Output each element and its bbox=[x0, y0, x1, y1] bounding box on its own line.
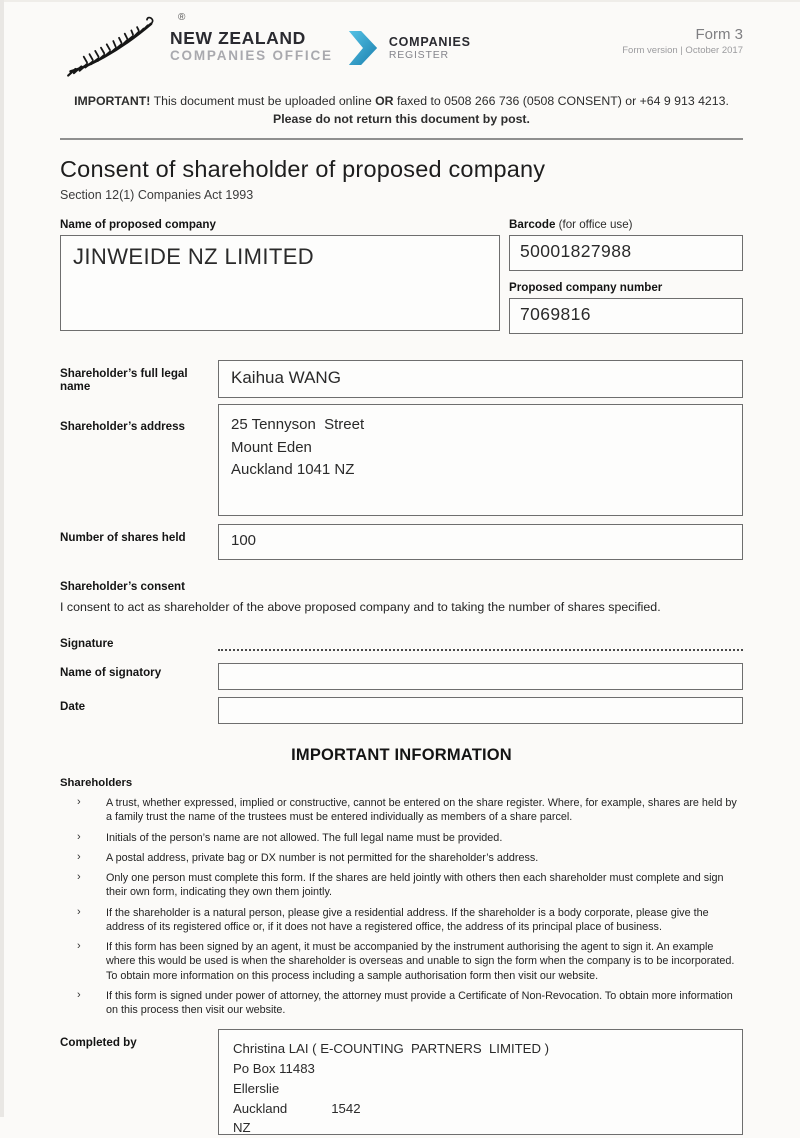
completed-by-line: Po Box 11483 bbox=[233, 1061, 315, 1077]
notice-important-word: IMPORTANT! bbox=[74, 94, 151, 108]
barcode-field[interactable] bbox=[509, 235, 743, 271]
shares-held-value: 100 bbox=[231, 532, 257, 549]
shareholder-name-row bbox=[60, 360, 743, 398]
bullet-text: If the shareholder is a natural person, please give a residential address. If the shareholder is a body corporate, please give the address of its registered office or, if it does not have a registered office, the address of its principal place of business. bbox=[106, 906, 709, 933]
bullet-text: Initials of the person’s name are not allowed. The full legal name must be provided. bbox=[106, 831, 503, 844]
logo-brand-line1: NEW ZEALAND bbox=[170, 27, 306, 48]
form-meta bbox=[622, 14, 743, 56]
shares-held-field[interactable] bbox=[218, 524, 743, 560]
consent-text: I consent to act as shareholder of the above proposed company and to taking the number of shares specified. bbox=[60, 600, 661, 614]
header bbox=[60, 14, 743, 78]
silver-fern-icon bbox=[60, 14, 160, 78]
list-item bbox=[60, 831, 743, 845]
notice-or-word: OR bbox=[375, 94, 394, 108]
bullet-icon: › bbox=[77, 905, 81, 918]
logo-brand-line2: COMPANIES OFFICE bbox=[170, 48, 333, 64]
barcode-label-main: Barcode bbox=[509, 218, 556, 231]
bullet-text: If this form is signed under power of attorney, the attorney must provide a Certificate of Non-Revocation. To obtain more information on this process then visit our website. bbox=[106, 989, 733, 1016]
completed-by-line: Christina LAI ( E-COUNTING PARTNERS LIMITED ) bbox=[233, 1041, 550, 1057]
bullet-text: Only one person must complete this form. If the shares are held jointly with others then each shareholder must complete and sign their own form, indicating they own them jointly. bbox=[106, 872, 724, 899]
bullet-icon: › bbox=[77, 850, 81, 863]
proposed-number-value: 7069816 bbox=[520, 304, 591, 324]
barcode-label bbox=[509, 218, 743, 231]
logo-register-line1: COMPANIES bbox=[388, 34, 471, 49]
shareholder-name-value: Kaihua WANG bbox=[231, 368, 341, 387]
shareholder-name-label: Shareholder’s full legal name bbox=[60, 367, 188, 393]
important-notice bbox=[60, 94, 743, 126]
form-number: Form 3 bbox=[695, 26, 743, 43]
signature-row bbox=[60, 634, 743, 656]
company-name-column bbox=[60, 218, 500, 334]
shares-held-row bbox=[60, 524, 743, 560]
notice-segment1: This document must be uploaded online bbox=[150, 94, 376, 108]
proposed-number-field[interactable] bbox=[509, 298, 743, 334]
completed-by-line: NZ bbox=[233, 1120, 251, 1136]
list-item bbox=[60, 871, 743, 900]
important-information-list bbox=[60, 796, 743, 1017]
chevron-icon bbox=[347, 29, 379, 67]
logo-register-line2: REGISTER bbox=[388, 49, 449, 62]
signatory-name-label: Name of signatory bbox=[60, 666, 162, 679]
nz-companies-office-logo bbox=[60, 14, 471, 78]
barcode-label-suffix: (for office use) bbox=[555, 218, 633, 231]
logo-brand-text bbox=[170, 29, 333, 64]
notice-line1 bbox=[60, 94, 743, 108]
completed-by-line: Auckland 1542 bbox=[233, 1100, 361, 1116]
company-name-label: Name of proposed company bbox=[60, 218, 216, 231]
address-line: Auckland 1041 NZ bbox=[231, 461, 355, 478]
barcode-value: 50001827988 bbox=[520, 241, 632, 261]
date-row bbox=[60, 697, 743, 724]
list-item bbox=[60, 989, 743, 1018]
signature-field[interactable] bbox=[218, 634, 743, 651]
notice-line2: Please do not return this document by post. bbox=[273, 112, 530, 126]
shareholder-address-row bbox=[60, 404, 743, 516]
page-subtitle: Section 12(1) Companies Act 1993 bbox=[60, 188, 254, 202]
bullet-icon: › bbox=[77, 988, 81, 1001]
trademark-symbol: ® bbox=[178, 12, 186, 23]
bullet-icon: › bbox=[77, 940, 81, 952]
address-line: 25 Tennyson Street bbox=[231, 416, 365, 433]
completed-by-line: Ellerslie bbox=[233, 1080, 280, 1096]
bullet-text: A trust, whether expressed, implied or constructive, cannot be entered on the share register. Where, for example, shares are held by a family trust the name of the trustees must be entered individually as members of a share parcel. bbox=[106, 797, 737, 824]
address-line: Mount Eden bbox=[231, 438, 312, 456]
completed-by-label: Completed by bbox=[60, 1036, 137, 1050]
shares-held-label: Number of shares held bbox=[60, 531, 186, 544]
shareholders-subheading: Shareholders bbox=[60, 777, 133, 789]
list-item bbox=[60, 906, 743, 935]
list-item bbox=[60, 940, 743, 983]
important-information-heading: IMPORTANT INFORMATION bbox=[291, 746, 512, 764]
bullet-icon: › bbox=[77, 871, 81, 883]
bullet-icon: › bbox=[77, 796, 81, 808]
notice-segment2: faxed to 0508 266 736 (0508 CONSENT) or +64 9 913 4213. bbox=[393, 94, 729, 108]
consent-section bbox=[60, 580, 743, 614]
signatory-name-field[interactable] bbox=[218, 663, 743, 690]
header-divider bbox=[60, 138, 743, 140]
shareholder-address-field[interactable] bbox=[218, 404, 743, 516]
company-and-barcode-section bbox=[60, 218, 743, 334]
signature-label: Signature bbox=[60, 637, 114, 650]
shareholder-address-label: Shareholder’s address bbox=[60, 420, 186, 433]
completed-by-row bbox=[60, 1029, 743, 1135]
logo-register-text bbox=[389, 35, 471, 61]
bullet-icon: › bbox=[77, 830, 81, 843]
completed-by-field[interactable] bbox=[218, 1029, 743, 1135]
bullet-text: If this form has been signed by an agent, it must be accompanied by the instrument authorising the agent to sign it. An example where this would be used is when the shareholder is overseas and unable to sign the form when the company is to be incorporated. To obtain more information on this process including a sample authorisation form then visit our website. bbox=[106, 941, 735, 982]
list-item bbox=[60, 851, 743, 865]
date-label: Date bbox=[60, 700, 86, 713]
form-version: Form version | October 2017 bbox=[622, 45, 743, 56]
bullet-text: A postal address, private bag or DX number is not permitted for the shareholder’s address. bbox=[106, 851, 539, 864]
shareholder-name-field[interactable] bbox=[218, 360, 743, 398]
company-name-field[interactable] bbox=[60, 235, 500, 331]
date-field[interactable] bbox=[218, 697, 743, 724]
barcode-column bbox=[509, 218, 743, 334]
proposed-number-label: Proposed company number bbox=[509, 281, 663, 294]
page-title: Consent of shareholder of proposed company bbox=[60, 156, 546, 182]
company-name-value: JINWEIDE NZ LIMITED bbox=[73, 244, 315, 269]
list-item bbox=[60, 796, 743, 825]
signatory-name-row bbox=[60, 663, 743, 690]
consent-label: Shareholder’s consent bbox=[60, 580, 185, 593]
